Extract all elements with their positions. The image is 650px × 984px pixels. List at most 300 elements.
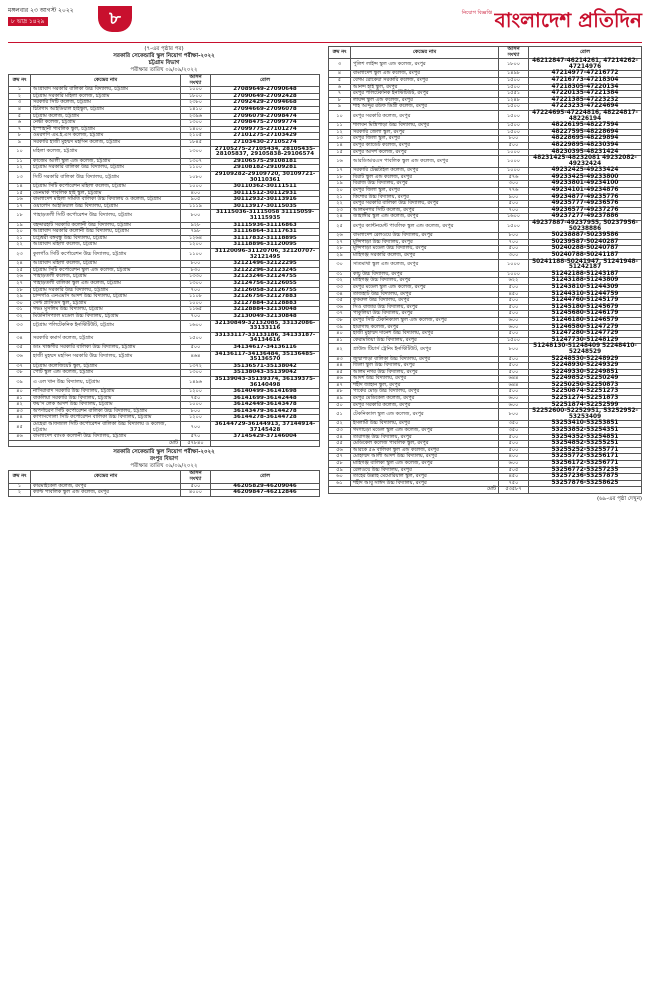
roll-range-cell: 52250250-52250873 — [529, 382, 642, 389]
roll-range-cell: 32127884-32128883 — [211, 300, 320, 307]
serial-cell: ৬১ — [329, 480, 351, 487]
serial-cell: ২০ — [9, 229, 31, 236]
roll-range-cell: 48231425-48232081 49232082-49232424 — [529, 156, 642, 168]
center-name-cell: আরকে ৫৬ বালিকা স্কুল এন্ড কলেজ, রংপুর — [351, 447, 499, 454]
seat-count-cell: ৬০০ — [499, 317, 529, 324]
center-name-cell: আগ্রাবাদ মহিলা কলেজ, চট্টগ্রাম — [31, 261, 181, 268]
roll-range-cell: 30110362-30111511 — [211, 184, 320, 191]
table-header-row — [9, 471, 320, 483]
seat-count-cell: ৫০০ — [499, 201, 529, 208]
seat-count-cell: ১৪৯৮ — [499, 71, 529, 78]
serial-cell: ১৫ — [9, 190, 31, 197]
seat-count-cell: ৮০০ — [499, 136, 529, 143]
roll-range-cell: 53256772-53257235 — [529, 467, 642, 474]
center-name-cell: চান্দগাঁও এনএমসি আদর্শ উচ্চ বিদ্যালয়, চট্টগ্রাম — [31, 294, 181, 301]
serial-cell: ২৩ — [329, 207, 351, 214]
division-name: চট্টগ্রাম বিভাগ — [148, 60, 180, 66]
table-row — [9, 490, 320, 497]
seat-count-cell: ৯০৫ — [181, 197, 211, 204]
seat-count-cell: ১২০০ — [181, 415, 211, 422]
seat-count-cell: ৮০০ — [181, 408, 211, 415]
center-name-cell: হাজী মুহাম্মদ দানেশ উচ্চ বিদ্যালয়, রংপুর — [351, 331, 499, 338]
seat-count-cell: ৫০০ — [499, 311, 529, 318]
roll-range-cell: 31116864-31117631 — [211, 229, 320, 236]
center-name-cell: শালবন মিস্ত্রিপাড়া উচ্চ বিদ্যালয়, রংপুর — [351, 123, 499, 130]
roll-range-cell: 32122296-32123245 — [211, 267, 320, 274]
roll-range-cell: 49236577-49237276 — [529, 207, 642, 214]
total-value: ৫৩৫৮৭ — [499, 487, 529, 494]
roll-range-cell: 51244760-51245179 — [529, 298, 642, 305]
center-name-cell: সিটি সরকারি বালিকা উচ্চ বিদ্যালয়, চট্টগ্রাম — [31, 171, 181, 183]
col-center: কেন্দ্রের নাম — [31, 75, 181, 87]
roll-range-cell: 31117832-31118895 — [211, 235, 320, 242]
serial-cell: ৪২ — [329, 344, 351, 356]
table-row — [9, 351, 320, 363]
center-name-cell: তাহের উল্লাহ মেমোরিয়াল স্কুল, রংপুর — [351, 474, 499, 481]
table-row — [329, 110, 642, 122]
center-name-cell: চট্টগ্রাম সিটি কর্পোরেশন মহিলা কলেজ, চট্টগ্রাম — [31, 184, 181, 191]
center-name-cell: এ এল খান উচ্চ বিদ্যালয়, চট্টগ্রাম — [31, 376, 181, 388]
center-name-cell: চট্টেশ্বরী বঙ্গবন্ধু উচ্চ বিদ্যালয়, চট্টগ্রাম — [31, 235, 181, 242]
roll-range-cell: 49232425-49233424 — [529, 168, 642, 175]
roll-range-cell: 53257236-53257875 — [529, 474, 642, 481]
center-name-cell: মহিলা কলেজ, চট্টগ্রাম — [31, 146, 181, 158]
center-name-cell: রেলওয়ে উচ্চ বিদ্যালয়, রংপুর — [351, 467, 499, 474]
seat-count-cell: ১০০০ — [499, 259, 529, 271]
roll-range-cell: 27101275-27103429 — [211, 133, 320, 140]
center-name-cell: সরকারি সিটি কলেজ, চট্টগ্রাম — [31, 100, 181, 107]
serial-cell: ২১ — [329, 194, 351, 201]
table-row — [9, 332, 320, 344]
seat-count-cell: ১৫০০ — [499, 104, 529, 111]
seat-count-cell: ৭০০ — [181, 287, 211, 294]
serial-cell: ২৫ — [9, 267, 31, 274]
center-name-cell: সিও বাজার উচ্চ বিদ্যালয়, রংপুর — [351, 304, 499, 311]
roll-range-cell: 29106575-29108181 — [211, 158, 320, 165]
logo-tagline: নিয়োগ বিজ্ঞপ্তি — [461, 10, 492, 16]
roll-range-cell: 51248130-51248409 52248410-52248529 — [529, 344, 642, 356]
serial-cell: ৩৯ — [9, 376, 31, 388]
total-empty — [529, 487, 642, 494]
center-name-cell: কুলগাঁও সিটি কর্পোরেশন উচ্চ বিদ্যালয়, চট্টগ্রাম — [31, 249, 181, 261]
roll-range-cell: 52251874-52252599 — [529, 402, 642, 409]
center-name-cell: রংপুর মডেল স্কুল এন্ড কলেজ, রংপুর — [351, 284, 499, 291]
center-name-cell: ইস্পাহানী পাবলিক স্কুল, চট্টগ্রাম — [31, 126, 181, 133]
roll-range-cell: 48228695-48229894 — [529, 136, 642, 143]
exam-date-2: পরীক্ষার তারিখ ০৯/০৯/২০২২ — [130, 463, 198, 470]
seat-count-cell: ১৫০০ — [499, 129, 529, 136]
center-name-cell: রংপুর মেডিকেল কলেজ, রংপুর — [351, 396, 499, 403]
center-name-cell: আগ্রাবাদ সরকারি কলোনী উচ্চ বিদ্যালয়, চট্টগ্রাম — [31, 229, 181, 236]
roll-range-cell: 52250874-52251273 — [529, 389, 642, 396]
center-name-cell: লায়ন্স স্কুল এন্ড কলেজ, রংপুর — [351, 97, 499, 104]
roll-range-cell: 32121496-32122295 — [211, 261, 320, 268]
roll-range-cell: 47216773-47218304 — [529, 77, 642, 84]
table-row — [9, 171, 320, 183]
center-name-cell: বাকলিয়া সরকারি উচ্চ বিদ্যালয়, চট্টগ্রাম — [31, 395, 181, 402]
seat-count-cell: ৩৫০ — [499, 421, 529, 428]
roll-range-cell: 36144278-36144728 — [211, 415, 320, 422]
seat-count-cell: ১৩০০ — [181, 370, 211, 377]
seat-count-cell: ৮০০ — [499, 344, 529, 356]
seat-count-cell: ৬২২ — [499, 278, 529, 285]
table-row — [9, 376, 320, 388]
seat-count-cell: ২৩৮০ — [181, 100, 211, 107]
seat-count-cell: ১৫০০ — [499, 123, 529, 130]
center-name-cell: রংপুর সরকারি কলেজ, রংপুর — [351, 402, 499, 409]
center-name-cell: বাংলাদেশ রেলওয়ে উচ্চ বিদ্যালয়, রংপুর — [351, 233, 499, 240]
serial-cell: ৩৩ — [329, 284, 351, 291]
center-name-cell: চট্টগ্রাম সিটি কর্পোরেশন স্কুল এন্ড কলেজ, চট্টগ্রাম — [31, 267, 181, 274]
serial-cell: ৩৭ — [9, 363, 31, 370]
serial-cell: ১৪ — [9, 184, 31, 191]
roll-range-cell: 30113917-30115035 — [211, 203, 320, 210]
roll-range-cell: 32130049-32130848 — [211, 313, 320, 320]
center-name-cell: রংপুর ক্যাডেট কলেজ, রংপুর — [351, 142, 499, 149]
center-name-cell: ওমরগণি এম.ই.এস কলেজ, চট্টগ্রাম — [31, 133, 181, 140]
seat-count-cell: ১১৬৫ — [181, 307, 211, 314]
serial-cell: ২ — [9, 93, 31, 100]
total-label: মোট — [329, 487, 499, 494]
seat-count-cell: ৫০০ — [499, 246, 529, 253]
serial-cell: ৪১ — [329, 337, 351, 344]
center-name-cell: আগ্রাবাদ সরকারি বালিকা উচ্চ বিদ্যালয়, চট্টগ্রাম — [31, 87, 181, 94]
center-name-cell: রংপুর ক্যান্টনমেন্ট পাবলিক স্কুল এন্ড কলেজ, রংপুর — [351, 221, 499, 233]
table-row — [329, 480, 642, 487]
serial-cell: ৪ — [329, 71, 351, 78]
roll-range-cell: 52249852-52250249 — [529, 376, 642, 383]
col-serial: ক্রম নং — [329, 47, 351, 59]
serial-cell: ৪৩ — [329, 356, 351, 363]
table-row — [329, 156, 642, 168]
serial-cell: ১ — [9, 87, 31, 94]
seat-count-cell: ১৩০৭ — [181, 158, 211, 165]
center-name-cell: আদর্শ উচ্চ বিদ্যালয়, রংপুর — [351, 376, 499, 383]
table-row — [9, 320, 320, 332]
roll-range-cell: 36140499-36141698 — [211, 389, 320, 396]
serial-cell: ২৪ — [329, 214, 351, 221]
center-name-cell: সরকারি কমার্স কলেজ, চট্টগ্রাম — [31, 332, 181, 344]
serial-cell: ১৯ — [329, 181, 351, 188]
center-name-cell: ডাঃ খাস্তগীর সরকারি বালিকা উচ্চ বিদ্যালয়, চট্টগ্রাম — [31, 344, 181, 351]
serial-cell: ২৩ — [9, 249, 31, 261]
roll-range-cell: 37145429-37146004 — [211, 434, 320, 441]
col-roll: রোল — [211, 471, 320, 483]
center-name-cell: কাজেম আলী স্কুল এন্ড কলেজ, চট্টগ্রাম — [31, 158, 181, 165]
seat-count-cell: ১৫০০ — [499, 221, 529, 233]
roll-range-cell: 32130849-32132085, 33132086-33133116 — [211, 320, 320, 332]
roll-range-cell: 51246180-51246579 — [529, 317, 642, 324]
serial-cell: ৫৮ — [329, 461, 351, 468]
roll-range-cell: 29108182-29109281 — [211, 165, 320, 172]
date-line: মঙ্গলবার ২৩ আগস্ট ২০২২ — [8, 7, 74, 14]
seat-count-cell: ১৮৪৫ — [181, 139, 211, 146]
center-name-cell: সাতমাথা স্কুল এন্ড কলেজ, রংপুর — [351, 259, 499, 271]
center-name-cell: রংপুর জিলা স্কুল, রংপুর — [351, 136, 499, 143]
table-row — [9, 146, 320, 158]
seat-count-cell: ৩০০ — [499, 253, 529, 260]
seat-count-cell: ১৫৫১ — [499, 91, 529, 98]
table-row — [9, 249, 320, 261]
roll-range-cell: 46209847-46212846 — [211, 490, 320, 497]
roll-range-cell: 50241188-50241947, 51241948-51242187 — [529, 259, 642, 271]
roll-range-cell: 29109282-29109720, 30109721-30110361 — [211, 171, 320, 183]
seat-count-cell: ১৪১০ — [181, 106, 211, 113]
seat-count-cell: ৫০০ — [499, 142, 529, 149]
serial-cell: ৩ — [329, 59, 351, 71]
serial-cell: ৮ — [9, 133, 31, 140]
serial-cell: ১২ — [329, 129, 351, 136]
serial-cell: ১৪ — [329, 142, 351, 149]
serial-cell: ৩২ — [329, 278, 351, 285]
seat-count-cell: ১১০৮ — [181, 294, 211, 301]
col-serial: ক্রম নং — [9, 471, 31, 483]
seat-count-cell: ৫০০ — [499, 369, 529, 376]
seat-count-cell: ৭০০ — [499, 239, 529, 246]
center-name-cell: বিরাট স্কুল এন্ড কলেজ, রংপুর — [351, 174, 499, 181]
serial-cell: ৫ — [9, 113, 31, 120]
col-count: আসন সংখ্যা — [181, 471, 211, 483]
seat-count-cell: ১৫০০ — [499, 84, 529, 91]
serial-cell: ৩ — [9, 100, 31, 107]
seat-count-cell: ১৬০০ — [499, 214, 529, 221]
seat-count-cell: ৭৫০ — [181, 395, 211, 402]
serial-cell: ৩৯ — [329, 324, 351, 331]
roll-range-cell: 46212847-46214261, 47214262-47214976 — [529, 59, 642, 71]
center-name-cell: মোহাম্মদ আলী আদর্শ উচ্চ বিদ্যালয়, রংপুর — [351, 454, 499, 461]
center-name-cell: মেহেরা আফজাল সিটি কর্পোরেশন বালিকা উচ্চ বিদ্যালয় ও কলেজ, চট্টগ্রাম — [31, 422, 181, 434]
center-name-cell: আগ্রাবাদ মহিলা কলেজ, চট্টগ্রাম — [31, 242, 181, 249]
table-row — [9, 434, 320, 441]
roll-range-cell: 52248930-52249329 — [529, 363, 642, 370]
center-name-cell: পাহাড়তলী কলেজ, চট্টগ্রাম — [31, 274, 181, 281]
roll-range-cell: 50238887-50239586 — [529, 233, 642, 240]
center-name-cell: মিউনিসিপ্যাল মডেল উচ্চ বিদ্যালয়, চট্টগ্রাম — [31, 313, 181, 320]
serial-cell: ৫৬ — [329, 447, 351, 454]
seat-count-cell: ৫০০ — [181, 344, 211, 351]
serial-cell: ৩৪ — [9, 332, 31, 344]
center-name-cell: তারাগঞ্জ উচ্চ বিদ্যালয়, রংপুর — [351, 434, 499, 441]
seat-count-cell: ১৫০০ — [499, 110, 529, 122]
serial-cell: ৩৬ — [329, 304, 351, 311]
roll-range-cell: 52249330-52249851 — [529, 369, 642, 376]
roll-range-cell: 48227595-48228694 — [529, 129, 642, 136]
col-center: কেন্দ্রের নাম — [31, 471, 181, 483]
roll-range-cell: 51247280-51247729 — [529, 331, 642, 338]
date-line-bangla: ৮ ভাদ্র ১৪২৯ — [8, 17, 48, 26]
serial-cell: ৩৮ — [329, 317, 351, 324]
center-name-cell: নাসিরাবাদ সরকারি উচ্চ বিদ্যালয়, চট্টগ্রাম — [31, 389, 181, 396]
seat-count-cell: ৭০০ — [181, 313, 211, 320]
seat-count-cell: ২১০৫ — [181, 133, 211, 140]
serial-cell: ৪ — [9, 106, 31, 113]
seat-count-cell: ৪০০ — [181, 190, 211, 197]
seat-count-cell: ১০৮০ — [181, 171, 211, 183]
roll-range-cell: 36142449-36143478 — [211, 402, 320, 409]
serial-cell: ৪৯ — [329, 396, 351, 403]
roll-range-cell: 33133117-33133186, 34133187-34134616 — [211, 332, 320, 344]
roll-range-cell: 50239587-50240287 — [529, 239, 642, 246]
serial-cell: ৩৫ — [9, 344, 31, 351]
serial-cell: ৩৭ — [329, 311, 351, 318]
seat-count-cell: ৭৫০ — [499, 480, 529, 487]
roll-range-cell: 48229895-48230394 — [529, 142, 642, 149]
center-name-cell: বিরাজ উচ্চ বিদ্যালয়, রংপুর — [351, 181, 499, 188]
serial-cell: ২৪ — [9, 261, 31, 268]
center-name-cell: আনন্দ হাই স্কুল, রংপুর — [351, 84, 499, 91]
seat-count-cell: ৬৪৪ — [499, 382, 529, 389]
roll-range-cell: 47214977-47216772 — [529, 71, 642, 78]
serial-cell: ৪৫ — [329, 369, 351, 376]
col-count: আসন সংখ্যা — [181, 75, 211, 87]
serial-cell: ১১ — [9, 158, 31, 165]
serial-cell: ২৯ — [329, 253, 351, 260]
serial-cell: ৬ — [9, 120, 31, 127]
seat-count-cell: ৭০০ — [499, 207, 529, 214]
center-name-cell: সরকারি টেক্সটাইল কলেজ, রংপুর — [351, 168, 499, 175]
table-row — [329, 142, 642, 149]
center-name-cell: বাংলাদেশ ব্যাংক কলোনী উচ্চ বিদ্যালয়, চট্টগ্রাম — [31, 434, 181, 441]
seat-count-cell: ১২৬৪ — [181, 235, 211, 242]
center-name-cell: রংপুর সরকারি কলেজ, রংপুর — [351, 110, 499, 122]
serial-cell: ৩৬ — [9, 351, 31, 363]
center-name-cell: চট্টগ্রাম সরকারি মহিলা কলেজ, চট্টগ্রাম — [31, 93, 181, 100]
serial-cell: ২৭ — [9, 281, 31, 288]
seat-count-cell: ৬০০ — [499, 402, 529, 409]
seat-count-cell: ৪৫০ — [499, 474, 529, 481]
roll-range-cell: 27090649-27092428 — [211, 93, 320, 100]
serial-cell: ৪৩ — [9, 408, 31, 415]
roll-range-cell: 53254852-53255251 — [529, 441, 642, 448]
roll-range-cell: 51242188-51243187 — [529, 271, 642, 278]
serial-cell: ২ — [9, 490, 31, 497]
serial-cell: ৪৬ — [9, 434, 31, 441]
center-name-cell: পাকুলিয়া উচ্চ বিদ্যালয়, রংপুর — [351, 311, 499, 318]
table-row — [9, 422, 320, 434]
seat-count-cell: ১০০০ — [181, 87, 211, 94]
table-header-row — [329, 47, 642, 59]
serial-cell: ১০ — [329, 110, 351, 122]
center-name-cell: পোর্ট স্কুল এন্ড কলেজ, চট্টগ্রাম — [31, 370, 181, 377]
serial-cell: ৬০ — [329, 474, 351, 481]
seat-count-cell: ১৮০০ — [499, 59, 529, 71]
serial-cell: ৩৩ — [9, 320, 31, 332]
roll-range-cell: 49235777-49236576 — [529, 201, 642, 208]
seat-count-cell: ১৩০০ — [181, 146, 211, 158]
seat-count-cell: ৬০০ — [499, 461, 529, 468]
continued-from: (৭-এর পৃষ্ঠার পর) — [144, 46, 184, 52]
roll-range-cell: 34136117-34136484, 35136485-35136570 — [211, 351, 320, 363]
seat-count-cell: ৫০০ — [499, 363, 529, 370]
roll-range-cell: 49234877-49235776 — [529, 194, 642, 201]
serial-cell: ৩২ — [9, 313, 31, 320]
serial-cell: ২২ — [9, 242, 31, 249]
center-name-cell: বহদ্দারহাট সরকারি কলোনী উচ্চ বিদ্যালয়, চট্টগ্রাম — [31, 222, 181, 229]
total-row — [9, 440, 320, 447]
center-name-cell: রংপুর জিলা স্কুল, রংপুর — [351, 188, 499, 195]
center-name-cell: রংপুর আদর্শ কলেজ, রংপুর — [351, 149, 499, 156]
serial-cell: ৫৪ — [329, 434, 351, 441]
center-name-cell: কাপাসগোলা সিটি কর্পোরেশন বালিকা উচ্চ বিদ্যালয়, চট্টগ্রাম — [31, 415, 181, 422]
center-table-chattogram — [8, 74, 320, 447]
center-name-cell: শাহ আব্দুর রউফ ডিগ্রী কলেজ, রংপুর — [351, 104, 499, 111]
table-row — [9, 210, 320, 222]
center-name-cell: রংপুর পলিটেকনিক ইনস্টিটিউট, রংপুর — [351, 91, 499, 98]
serial-cell: ২৬ — [329, 233, 351, 240]
total-empty — [211, 440, 320, 447]
serial-cell: ৩১ — [329, 271, 351, 278]
center-name-cell: শহীদ আবু সাঈদ উচ্চ বিদ্যালয়, রংপুর — [351, 480, 499, 487]
seat-count-cell: ৯২৮ — [181, 222, 211, 229]
serial-cell: ৩০ — [329, 259, 351, 271]
center-name-cell: তাজহাট উচ্চ বিদ্যালয়, রংপুর — [351, 291, 499, 298]
seat-count-cell: ৮৩০ — [181, 267, 211, 274]
roll-range-cell: 31115036-31115058 31115059-31115935 — [211, 210, 320, 222]
left-column — [8, 46, 320, 497]
roll-range-cell: 27096079-27098474 — [211, 113, 320, 120]
roll-range-cell: 32124756-32126055 — [211, 281, 320, 288]
roll-range-cell: 32123246-32124755 — [211, 274, 320, 281]
roll-range-cell: 27089649-27090648 — [211, 87, 320, 94]
center-name-cell: চট্টগ্রাম সরকারি বালিকা উচ্চ বিদ্যালয়, চট্টগ্রাম — [31, 165, 181, 172]
roll-range-cell: 51245680-51246179 — [529, 311, 642, 318]
center-table-rangpur — [328, 46, 642, 494]
center-name-cell: হাজী মুহম্মদ মহসিন সরকারি উচ্চ বিদ্যালয়, চট্টগ্রাম — [31, 351, 181, 363]
total-label: মোট — [9, 440, 181, 447]
roll-range-cell: 52252600-52252951, 53252952-53253409 — [529, 409, 642, 421]
serial-cell: ২৮ — [329, 246, 351, 253]
seat-count-cell: ১২০০ — [181, 242, 211, 249]
col-roll: রোল — [211, 75, 320, 87]
seat-count-cell: ১১০০ — [181, 249, 211, 261]
serial-cell: ১১ — [329, 123, 351, 130]
roll-range-cell: 51246580-51247279 — [529, 324, 642, 331]
table-row — [329, 344, 642, 356]
seat-count-cell: ১১০০ — [181, 165, 211, 172]
roll-range-cell: 27105275-27105434, 28105435-28105837, 29105838-29106574 — [211, 146, 320, 158]
serial-cell: ৭ — [9, 126, 31, 133]
seat-count-cell: ৪০০০ — [181, 490, 211, 497]
seat-count-cell: ৪০০ — [499, 454, 529, 461]
roll-range-cell: 47223233-47224694 — [529, 104, 642, 111]
center-name-cell: আরডিআরএস পাবলিক স্কুল এন্ড কলেজ, রংপুর — [351, 156, 499, 168]
roll-range-cell: 47218305-47220134 — [529, 84, 642, 91]
center-name-cell: কুকরুল উচ্চ বিদ্যালয়, রংপুর — [351, 298, 499, 305]
serial-cell: ৩১ — [9, 307, 31, 314]
serial-cell: ৫০ — [329, 402, 351, 409]
seat-count-cell: ১৫০০ — [181, 332, 211, 344]
center-name-cell: সেন্ট প্লাসিডস স্কুল, চট্টগ্রাম — [31, 300, 181, 307]
serial-cell: ১০ — [9, 146, 31, 158]
serial-cell: ৪৪ — [9, 415, 31, 422]
center-name-cell: পাহাড়তলী বালিকা স্কুল এন্ড কলেজ, চট্টগ্রাম — [31, 281, 181, 288]
seat-count-cell: ১৪৯৬ — [181, 376, 211, 388]
seat-count-cell: ৫০০ — [499, 304, 529, 311]
serial-cell: ৪৬ — [329, 376, 351, 383]
serial-cell: ১৯ — [9, 222, 31, 229]
roll-range-cell: 51245180-51245679 — [529, 304, 642, 311]
seat-count-cell: ১১১৯ — [181, 203, 211, 210]
seat-count-cell: ১০০০ — [499, 168, 529, 175]
center-name-cell: রংপুর সিটি টেকনিক্যাল স্কুল এন্ড কলেজ, রংপুর — [351, 317, 499, 324]
center-name-cell: চট্টগ্রাম কলেজ, চট্টগ্রাম — [31, 113, 181, 120]
roll-range-cell: 31118896-31120095 — [211, 242, 320, 249]
seat-count-cell: ১৩০০ — [181, 281, 211, 288]
seat-count-cell: ৩০০ — [499, 181, 529, 188]
col-count: আসন সংখ্যা — [499, 47, 529, 59]
newspaper-logo: বাংলাদেশ প্রতিদিন — [494, 8, 642, 32]
roll-range-cell: 53253410-53253851 — [529, 421, 642, 428]
